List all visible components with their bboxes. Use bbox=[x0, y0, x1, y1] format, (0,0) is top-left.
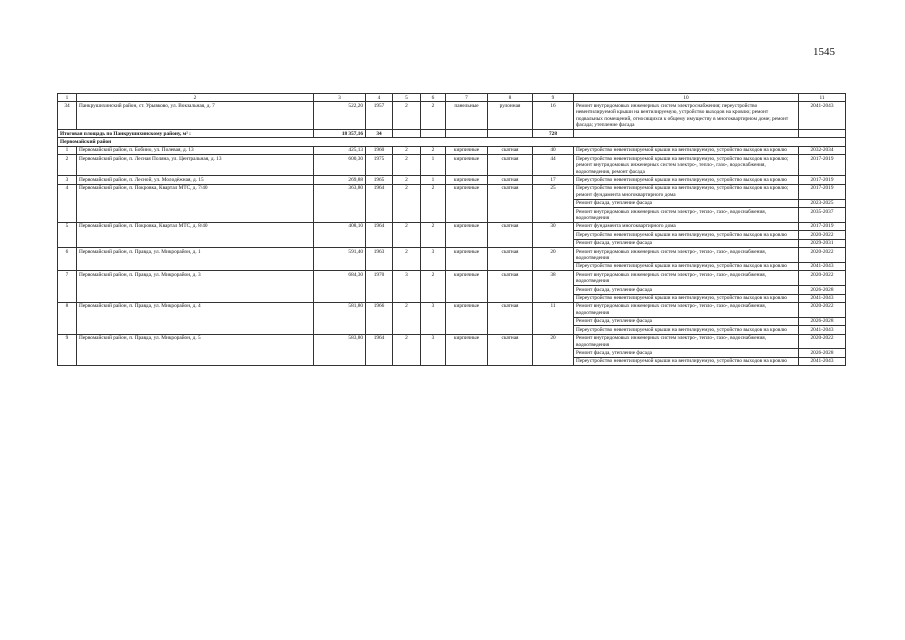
work-period: 2041-2043 bbox=[799, 102, 846, 130]
wall-material-cell: кирпичные bbox=[446, 184, 488, 222]
work-description: Ремонт внутридомовых инженерных систем электроснабжения; переустройство невентилируемой крыши на вентилируемую, устройство выходов на кровлю; ремонт подвальных помещений, относящихся к общему имуществу в многоквартирном доме; ремонт фасада; утепление фасада bbox=[574, 102, 799, 130]
header-cell: 8 bbox=[488, 94, 533, 102]
work-period: 2041-2043 bbox=[799, 262, 846, 270]
work-period: 2020-2022 bbox=[799, 302, 846, 317]
row-number: 8 bbox=[58, 302, 77, 334]
work-description: Ремонт внутридомовых инженерных систем электро-, тепло-, газо-, водоснабжения, водоотведения bbox=[574, 271, 799, 286]
work-description: Ремонт фасада, утепление фасада bbox=[574, 317, 799, 325]
table-row bbox=[58, 102, 846, 130]
roof-type-cell: скатная bbox=[488, 248, 533, 271]
header-cell: 11 bbox=[799, 94, 846, 102]
wall-material-cell: кирпичные bbox=[446, 334, 488, 366]
floors-cell: 2 bbox=[393, 102, 421, 130]
work-description: Переустройство невентилируемой крыши на вентилируемую, устройство выходов на кровлю bbox=[574, 357, 799, 365]
year-cell: 1966 bbox=[366, 302, 393, 334]
work-period: 2026-2028 bbox=[799, 349, 846, 357]
roof-type-cell: скатная bbox=[488, 302, 533, 334]
header-cell: 7 bbox=[446, 94, 488, 102]
entrances-cell: 2 bbox=[421, 146, 446, 154]
wall-material-cell: кирпичные bbox=[446, 302, 488, 334]
row-number: 6 bbox=[58, 248, 77, 271]
wall-material-cell: кирпичные bbox=[446, 176, 488, 184]
entrances-cell: 1 bbox=[421, 155, 446, 176]
entrances-cell: 2 bbox=[421, 102, 446, 130]
work-description: Переустройство невентилируемой крыши на вентилируемую, устройство выходов на кровлю bbox=[574, 262, 799, 270]
work-description: Переустройство невентилируемой крыши на вентилируемую, устройство выходов на кровлю bbox=[574, 146, 799, 154]
header-cell: 9 bbox=[533, 94, 574, 102]
floors-cell: 2 bbox=[393, 146, 421, 154]
empty-cell bbox=[574, 130, 799, 138]
district-row bbox=[58, 138, 846, 146]
header-cell: 6 bbox=[421, 94, 446, 102]
table-row bbox=[58, 184, 846, 199]
work-period: 2020-2022 bbox=[799, 271, 846, 286]
apartments-cell: 16 bbox=[533, 102, 574, 130]
header-cell: 1 bbox=[58, 94, 77, 102]
apartments-cell: 20 bbox=[533, 248, 574, 271]
work-description: Переустройство невентилируемой крыши на вентилируемую, устройство выходов на кровлю bbox=[574, 231, 799, 239]
wall-material-cell: кирпичные bbox=[446, 222, 488, 247]
work-period: 2041-2043 bbox=[799, 357, 846, 365]
roof-type-cell: скатная bbox=[488, 184, 533, 222]
work-description: Переустройство невентилируемой крыши на вентилируемую, устройство выходов на кровлю; ремонт фундамента многоквартирного дома bbox=[574, 184, 799, 199]
header-row bbox=[58, 94, 846, 102]
year-cell: 1965 bbox=[366, 176, 393, 184]
work-period: 2026-2028 bbox=[799, 286, 846, 294]
roof-type-cell: скатная bbox=[488, 222, 533, 247]
address-cell: Первомайский район, п. Правда, ул. Микрорайон, д. 3 bbox=[77, 271, 314, 303]
row-number: 3 bbox=[58, 176, 77, 184]
floors-cell: 2 bbox=[393, 248, 421, 271]
area-cell: 583,80 bbox=[314, 334, 366, 366]
work-description: Ремонт фасада, утепление фасада bbox=[574, 286, 799, 294]
table-row bbox=[58, 248, 846, 263]
table-row bbox=[58, 155, 846, 176]
row-number: 7 bbox=[58, 271, 77, 303]
work-period: 2035-2037 bbox=[799, 208, 846, 223]
year-cell: 1960 bbox=[366, 146, 393, 154]
work-description: Переустройство невентилируемой крыши на вентилируемую, устройство выходов на кровлю bbox=[574, 326, 799, 334]
year-cell: 1975 bbox=[366, 155, 393, 176]
header-cell: 3 bbox=[314, 94, 366, 102]
empty-cell bbox=[446, 130, 488, 138]
work-period: 2026-2028 bbox=[799, 317, 846, 325]
work-description: Ремонт внутридомовых инженерных систем электро-, тепло-, газо-, водоснабжения, водоотведения bbox=[574, 248, 799, 263]
floors-cell: 2 bbox=[393, 176, 421, 184]
address-cell: Панкрушихинский район, ст. Урывково, ул. Вокзальная, д. 7 bbox=[77, 102, 314, 130]
wall-material-cell: кирпичные bbox=[446, 146, 488, 154]
wall-material-cell: панельные bbox=[446, 102, 488, 130]
wall-material-cell: кирпичные bbox=[446, 271, 488, 303]
area-cell: 363,80 bbox=[314, 184, 366, 222]
floors-cell: 2 bbox=[393, 334, 421, 366]
table-row bbox=[58, 176, 846, 184]
entrances-cell: 2 bbox=[421, 222, 446, 247]
row-number: 4 bbox=[58, 184, 77, 222]
roof-type-cell: скатная bbox=[488, 176, 533, 184]
area-cell: 600,30 bbox=[314, 155, 366, 176]
work-description: Ремонт внутридомовых инженерных систем электро-, тепло-, газо-, водоснабжения, водоотведения bbox=[574, 334, 799, 349]
apartments-cell: 11 bbox=[533, 302, 574, 334]
row-number: 9 bbox=[58, 334, 77, 366]
work-description: Ремонт фасада, утепление фасада bbox=[574, 199, 799, 207]
work-description: Ремонт внутридомовых инженерных систем электро-, тепло-, газо-, водоснабжения, водоотведения bbox=[574, 208, 799, 223]
address-cell: Первомайский район, п. Правда, ул. Микрорайон, д. 5 bbox=[77, 334, 314, 366]
year-cell: 1957 bbox=[366, 102, 393, 130]
floors-cell: 2 bbox=[393, 155, 421, 176]
table-row bbox=[58, 271, 846, 286]
wall-material-cell: кирпичные bbox=[446, 155, 488, 176]
entrances-cell: 3 bbox=[421, 302, 446, 334]
empty-cell bbox=[393, 130, 421, 138]
row-number: 5 bbox=[58, 222, 77, 247]
year-cell: 1964 bbox=[366, 222, 393, 247]
work-period: 2032-2034 bbox=[799, 146, 846, 154]
table-row bbox=[58, 146, 846, 154]
work-period: 2017-2019 bbox=[799, 222, 846, 230]
year-cell: 1970 bbox=[366, 271, 393, 303]
work-period: 2023-2025 bbox=[799, 199, 846, 207]
empty-cell bbox=[799, 130, 846, 138]
work-period: 2020-2022 bbox=[799, 231, 846, 239]
table-row bbox=[58, 222, 846, 230]
district-title: Первомайский район bbox=[58, 138, 846, 146]
entrances-cell: 3 bbox=[421, 334, 446, 366]
total-count: 34 bbox=[366, 130, 393, 138]
roof-type-cell: скатная bbox=[488, 146, 533, 154]
work-description: Ремонт фасада, утепление фасада bbox=[574, 349, 799, 357]
area-cell: 269,88 bbox=[314, 176, 366, 184]
apartments-cell: 40 bbox=[533, 146, 574, 154]
header-cell: 5 bbox=[393, 94, 421, 102]
year-cell: 1964 bbox=[366, 334, 393, 366]
work-period: 2017-2019 bbox=[799, 155, 846, 176]
year-cell: 1963 bbox=[366, 248, 393, 271]
total-row bbox=[58, 130, 846, 138]
wall-material-cell: кирпичные bbox=[446, 248, 488, 271]
housing-repair-table bbox=[57, 93, 846, 366]
work-period: 2041-2043 bbox=[799, 294, 846, 302]
apartments-cell: 17 bbox=[533, 176, 574, 184]
entrances-cell: 3 bbox=[421, 248, 446, 271]
floors-cell: 2 bbox=[393, 222, 421, 247]
table-row bbox=[58, 302, 846, 317]
row-number: 2 bbox=[58, 155, 77, 176]
row-number: 34 bbox=[58, 102, 77, 130]
work-description: Переустройство невентилируемой крыши на вентилируемую, устройство выходов на кровлю bbox=[574, 176, 799, 184]
work-description: Переустройство невентилируемой крыши на вентилируемую, устройство выходов на кровлю bbox=[574, 294, 799, 302]
apartments-cell: 25 bbox=[533, 184, 574, 222]
floors-cell: 2 bbox=[393, 184, 421, 222]
header-cell: 10 bbox=[574, 94, 799, 102]
entrances-cell: 2 bbox=[421, 271, 446, 303]
header-cell: 2 bbox=[77, 94, 314, 102]
floors-cell: 2 bbox=[393, 302, 421, 334]
address-cell: Первомайский район, п. Правда, ул. Микрорайон, д. 4 bbox=[77, 302, 314, 334]
work-description: Ремонт фундамента многоквартирного дома bbox=[574, 222, 799, 230]
work-period: 2020-2022 bbox=[799, 248, 846, 263]
address-cell: Первомайский район, п. Лесная Поляна, ул. Центральная, д. 13 bbox=[77, 155, 314, 176]
address-cell: Первомайский район, п. Правда, ул. Микрорайон, д. 1 bbox=[77, 248, 314, 271]
apartments-cell: 20 bbox=[533, 334, 574, 366]
roof-type-cell: скатная bbox=[488, 334, 533, 366]
address-cell: Первомайский район, п. Лесной, ул. Молодёжная, д. 15 bbox=[77, 176, 314, 184]
area-cell: 425,13 bbox=[314, 146, 366, 154]
work-period: 2017-2019 bbox=[799, 176, 846, 184]
area-cell: 522,20 bbox=[314, 102, 366, 130]
entrances-cell: 2 bbox=[421, 184, 446, 222]
area-cell: 684,30 bbox=[314, 271, 366, 303]
total-area: 18 357,16 bbox=[314, 130, 366, 138]
work-period: 2020-2022 bbox=[799, 334, 846, 349]
table-row bbox=[58, 334, 846, 349]
work-period: 2017-2019 bbox=[799, 184, 846, 199]
apartments-cell: 38 bbox=[533, 271, 574, 303]
work-period: 2029-2031 bbox=[799, 239, 846, 247]
floors-cell: 3 bbox=[393, 271, 421, 303]
area-cell: 408,10 bbox=[314, 222, 366, 247]
row-number: 1 bbox=[58, 146, 77, 154]
work-period: 2041-2043 bbox=[799, 326, 846, 334]
apartments-cell: 44 bbox=[533, 155, 574, 176]
total-apartments: 728 bbox=[533, 130, 574, 138]
page-number: 1545 bbox=[813, 46, 835, 58]
roof-type-cell: скатная bbox=[488, 271, 533, 303]
roof-type-cell: скатная bbox=[488, 155, 533, 176]
total-label: Итоговая площадь по Панкрушихинскому району, м² : bbox=[58, 130, 314, 138]
work-description: Переустройство невентилируемой крыши на вентилируемую, устройство выходов на кровлю; ремонт внутридомовых инженерных систем электро-, тепло-, газо-, водоснабжения, водоотведения, ремонт фасада bbox=[574, 155, 799, 176]
year-cell: 1964 bbox=[366, 184, 393, 222]
empty-cell bbox=[421, 130, 446, 138]
apartments-cell: 30 bbox=[533, 222, 574, 247]
empty-cell bbox=[488, 130, 533, 138]
roof-type-cell: рулонная bbox=[488, 102, 533, 130]
address-cell: Первомайский район, п. Покровка, Квартал МТС, д. 8/40 bbox=[77, 222, 314, 247]
header-cell: 4 bbox=[366, 94, 393, 102]
work-description: Ремонт фасада, утепление фасада bbox=[574, 239, 799, 247]
address-cell: Первомайский район, п. Бобино, ул. Полевая, д. 13 bbox=[77, 146, 314, 154]
area-cell: 591,40 bbox=[314, 248, 366, 271]
work-description: Ремонт внутридомовых инженерных систем электро-, тепло-, газо-, водоснабжения, водоотведения bbox=[574, 302, 799, 317]
entrances-cell: 1 bbox=[421, 176, 446, 184]
address-cell: Первомайский район, п. Покровка, Квартал МТС, д. 7/40 bbox=[77, 184, 314, 222]
area-cell: 581,80 bbox=[314, 302, 366, 334]
